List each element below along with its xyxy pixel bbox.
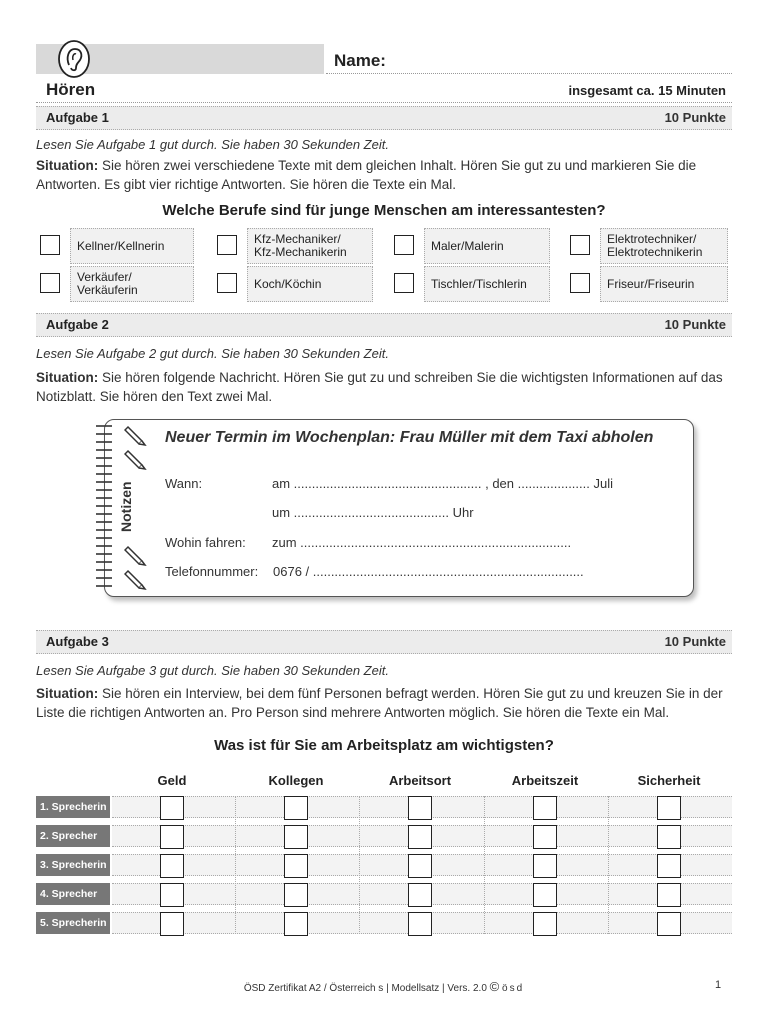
grid-checkbox[interactable] bbox=[657, 912, 681, 936]
tel-field[interactable]: 0676 / ........................................................................... bbox=[273, 564, 584, 579]
row-label: 4. Sprecher bbox=[36, 883, 110, 905]
task3-instruction: Lesen Sie Aufgabe 3 gut durch. Sie haben 30 Sekunden Zeit. bbox=[36, 663, 389, 678]
column-divider bbox=[359, 796, 360, 934]
ear-icon bbox=[58, 40, 90, 78]
wann-label: Wann: bbox=[165, 476, 203, 491]
task1-question: Welche Berufe sind für junge Menschen am interessantesten? bbox=[162, 202, 606, 219]
divider bbox=[36, 102, 732, 103]
checkbox-option-1[interactable] bbox=[40, 235, 60, 255]
grid-checkbox[interactable] bbox=[533, 912, 557, 936]
row-label: 3. Sprecherin bbox=[36, 854, 110, 876]
row-label: 5. Sprecherin bbox=[36, 912, 110, 934]
grid-checkbox[interactable] bbox=[284, 825, 308, 849]
footer bbox=[0, 979, 768, 994]
option-5: Verkäufer/ Verkäuferin bbox=[70, 266, 194, 302]
task2-instruction: Lesen Sie Aufgabe 2 gut durch. Sie haben 30 Sekunden Zeit. bbox=[36, 346, 389, 361]
task2-situation bbox=[36, 368, 736, 406]
row-label: 2. Sprecher bbox=[36, 825, 110, 847]
grid-checkbox[interactable] bbox=[160, 796, 184, 820]
task2-bar bbox=[36, 313, 732, 337]
checkbox-option-3[interactable] bbox=[394, 235, 414, 255]
task3-points: 10 Punkte bbox=[664, 634, 726, 649]
grid-checkbox[interactable] bbox=[408, 796, 432, 820]
situation-label: Situation: bbox=[36, 158, 99, 173]
tel-label: Telefonnummer: bbox=[165, 564, 259, 579]
task1-situation bbox=[36, 156, 736, 194]
grid-checkbox[interactable] bbox=[533, 796, 557, 820]
option-7: Tischler/Tischlerin bbox=[424, 266, 550, 302]
copyright-icon: © bbox=[489, 979, 500, 994]
task2-title: Aufgabe 2 bbox=[46, 317, 109, 332]
grid-checkbox[interactable] bbox=[408, 854, 432, 878]
option-6: Koch/Köchin bbox=[247, 266, 373, 302]
grid-checkbox[interactable] bbox=[160, 883, 184, 907]
option-1: Kellner/Kellnerin bbox=[70, 228, 194, 264]
option-4: Elektrotechniker/ Elektrotechnikerin bbox=[600, 228, 728, 264]
total-time: insgesamt ca. 15 Minuten bbox=[568, 83, 726, 98]
grid-checkbox[interactable] bbox=[533, 883, 557, 907]
grid-checkbox[interactable] bbox=[533, 854, 557, 878]
footer-brand: ösd bbox=[502, 983, 525, 994]
notes-side-label: Notizen bbox=[118, 481, 134, 532]
page-number: 1 bbox=[715, 979, 722, 991]
grid-checkbox[interactable] bbox=[284, 883, 308, 907]
grid-checkbox[interactable] bbox=[408, 825, 432, 849]
column-header: Arbeitszeit bbox=[511, 773, 579, 788]
pencil-icon bbox=[124, 423, 148, 471]
checkbox-option-4[interactable] bbox=[570, 235, 590, 255]
grid-checkbox[interactable] bbox=[533, 825, 557, 849]
row-label: 1. Sprecherin bbox=[36, 796, 110, 818]
task1-bar bbox=[36, 106, 732, 130]
task3-question: Was ist für Sie am Arbeitsplatz am wichtigsten? bbox=[214, 737, 554, 754]
task2-points: 10 Punkte bbox=[664, 317, 726, 332]
grid-checkbox[interactable] bbox=[284, 796, 308, 820]
grid-checkbox[interactable] bbox=[408, 912, 432, 936]
section-title: Hören bbox=[46, 80, 96, 99]
grid-checkbox[interactable] bbox=[657, 825, 681, 849]
checkbox-option-5[interactable] bbox=[40, 273, 60, 293]
task3-title: Aufgabe 3 bbox=[46, 634, 109, 649]
column-header: Sicherheit bbox=[637, 773, 701, 788]
grid-checkbox[interactable] bbox=[657, 883, 681, 907]
situation-text: Sie hören ein Interview, bei dem fünf Personen befragt werden. Hören Sie gut zu und kreuzen Sie in der Liste die richtigen Antworten an. Pro Person sind mehrere Antworten möglich. Sie hören die Texte ein Mal. bbox=[36, 686, 723, 720]
checkbox-option-8[interactable] bbox=[570, 273, 590, 293]
situation-label: Situation: bbox=[36, 686, 99, 701]
task1-instruction: Lesen Sie Aufgabe 1 gut durch. Sie haben 30 Sekunden Zeit. bbox=[36, 137, 389, 152]
column-divider bbox=[484, 796, 485, 934]
pencil-icon bbox=[124, 543, 148, 591]
wohin-field[interactable]: zum ........................................................................... bbox=[272, 535, 572, 550]
checkbox-option-7[interactable] bbox=[394, 273, 414, 293]
checkbox-option-2[interactable] bbox=[217, 235, 237, 255]
name-label: Name: bbox=[334, 51, 386, 70]
spiral-binding-icon bbox=[92, 420, 116, 596]
grid-checkbox[interactable] bbox=[408, 883, 432, 907]
option-2: Kfz-Mechaniker/ Kfz-Mechanikerin bbox=[247, 228, 373, 264]
situation-text: Sie hören folgende Nachricht. Hören Sie gut zu und schreiben Sie die wichtigsten Informationen auf das Notizblatt. Sie hören den Text zwei Mal. bbox=[36, 370, 723, 404]
name-input-line[interactable] bbox=[326, 73, 732, 74]
column-header: Arbeitsort bbox=[388, 773, 452, 788]
note-title: Neuer Termin im Wochenplan: Frau Müller mit dem Taxi abholen bbox=[165, 429, 654, 446]
situation-label: Situation: bbox=[36, 370, 99, 385]
grid-checkbox[interactable] bbox=[160, 912, 184, 936]
checkbox-option-6[interactable] bbox=[217, 273, 237, 293]
footer-text: ÖSD Zertifikat A2 / Österreich s | Modellsatz | Vers. 2.0 bbox=[243, 983, 487, 994]
column-divider bbox=[608, 796, 609, 934]
situation-text: Sie hören zwei verschiedene Texte mit dem gleichen Inhalt. Hören Sie gut zu und markieren Sie die Antworten. Es gibt vier richtige Antworten. Sie hören die Texte ein Mal. bbox=[36, 158, 697, 192]
grid-checkbox[interactable] bbox=[284, 912, 308, 936]
task1-title: Aufgabe 1 bbox=[46, 110, 109, 125]
task1-points: 10 Punkte bbox=[664, 110, 726, 125]
option-3: Maler/Malerin bbox=[424, 228, 550, 264]
option-8: Friseur/Friseurin bbox=[600, 266, 728, 302]
task3-situation bbox=[36, 684, 736, 722]
grid-checkbox[interactable] bbox=[657, 796, 681, 820]
wohin-label: Wohin fahren: bbox=[165, 535, 246, 550]
task3-bar bbox=[36, 630, 732, 654]
grid-checkbox[interactable] bbox=[160, 825, 184, 849]
column-divider bbox=[235, 796, 236, 934]
wann-field-2[interactable]: um ........................................... Uhr bbox=[272, 505, 474, 520]
wann-field-1[interactable]: am .................................................... , den .................... Juli bbox=[272, 476, 613, 491]
grid-checkbox[interactable] bbox=[284, 854, 308, 878]
column-header: Kollegen bbox=[268, 773, 324, 788]
grid-checkbox[interactable] bbox=[657, 854, 681, 878]
grid-checkbox[interactable] bbox=[160, 854, 184, 878]
column-header: Geld bbox=[157, 773, 187, 788]
